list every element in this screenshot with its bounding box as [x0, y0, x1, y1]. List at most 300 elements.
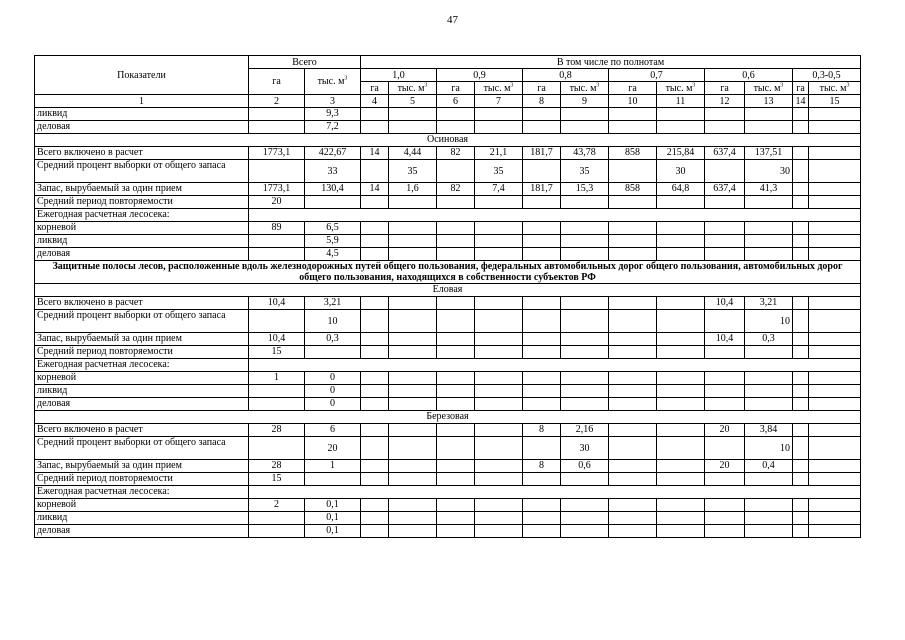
data-cell: 15,3 [561, 183, 609, 196]
data-cell [523, 437, 561, 460]
data-cell: 20 [705, 460, 745, 473]
data-cell [523, 160, 561, 183]
data-cell [809, 398, 861, 411]
data-cell [809, 248, 861, 261]
data-cell: 7,2 [305, 121, 361, 134]
column-number: 6 [437, 95, 475, 108]
header-density: 0,3-0,5 [793, 69, 861, 82]
data-cell [475, 346, 523, 359]
data-cell [809, 437, 861, 460]
data-cell [793, 460, 809, 473]
data-cell: 30 [561, 437, 609, 460]
data-cell [705, 108, 745, 121]
data-cell [361, 222, 389, 235]
row-label: Средний процент выборки от общего запаса [35, 310, 249, 333]
data-cell [523, 196, 561, 209]
data-cell [793, 222, 809, 235]
data-cell [745, 248, 793, 261]
data-cell [437, 121, 475, 134]
data-cell [523, 121, 561, 134]
data-cell [523, 297, 561, 310]
data-cell: 4,44 [389, 147, 437, 160]
data-cell: 10 [305, 310, 361, 333]
data-cell [793, 121, 809, 134]
data-cell [793, 512, 809, 525]
table-row [35, 460, 861, 473]
data-cell [389, 248, 437, 261]
table-row [35, 398, 861, 411]
data-cell [361, 398, 389, 411]
data-cell [609, 346, 657, 359]
data-cell: 1,6 [389, 183, 437, 196]
data-cell: 15 [249, 346, 305, 359]
data-cell: 10,4 [249, 333, 305, 346]
data-cell [437, 235, 475, 248]
row-label: деловая [35, 248, 249, 261]
column-number: 8 [523, 95, 561, 108]
data-cell [705, 196, 745, 209]
data-cell [437, 525, 475, 538]
header-density: 1,0 [361, 69, 437, 82]
data-cell: 637,4 [705, 147, 745, 160]
data-cell [609, 525, 657, 538]
data-cell [389, 460, 437, 473]
table-row [35, 437, 861, 460]
species-section [35, 134, 861, 147]
table-row [35, 359, 861, 372]
data-cell [389, 297, 437, 310]
data-cell [745, 385, 793, 398]
data-cell [523, 235, 561, 248]
data-cell: 30 [657, 160, 705, 183]
data-cell [809, 235, 861, 248]
data-cell [561, 333, 609, 346]
row-label: Средний процент выборки от общего запаса [35, 160, 249, 183]
data-cell [361, 160, 389, 183]
column-number: 11 [657, 95, 705, 108]
header-density: 0,8 [523, 69, 609, 82]
data-cell: 215,84 [657, 147, 705, 160]
data-cell [437, 222, 475, 235]
data-cell [657, 346, 705, 359]
species-section [35, 411, 861, 424]
data-cell [745, 121, 793, 134]
header-total: Всего [249, 56, 361, 69]
data-cell [809, 424, 861, 437]
data-cell [249, 248, 305, 261]
data-cell [705, 310, 745, 333]
data-cell [389, 424, 437, 437]
data-cell [809, 346, 861, 359]
data-cell [361, 310, 389, 333]
data-cell [809, 512, 861, 525]
data-cell: 2,16 [561, 424, 609, 437]
data-cell [361, 108, 389, 121]
data-cell [561, 398, 609, 411]
data-cell [249, 235, 305, 248]
row-label: Запас, вырубаемый за один прием [35, 183, 249, 196]
data-cell: 8 [523, 460, 561, 473]
data-cell [657, 235, 705, 248]
data-cell: 30 [745, 160, 793, 183]
data-cell [389, 473, 437, 486]
data-cell [609, 108, 657, 121]
data-cell: 10,4 [249, 297, 305, 310]
column-number: 1 [35, 95, 249, 108]
header-unit-ha: га [437, 82, 475, 95]
data-cell: 20 [305, 437, 361, 460]
species-name: Осиновая [35, 134, 861, 147]
row-label: Запас, вырубаемый за один прием [35, 333, 249, 346]
data-cell [609, 333, 657, 346]
data-cell: 15 [249, 473, 305, 486]
row-label: ликвид [35, 512, 249, 525]
table-row [35, 196, 861, 209]
data-cell: 10 [745, 310, 793, 333]
data-cell [523, 222, 561, 235]
data-cell [745, 196, 793, 209]
data-cell: 10 [745, 437, 793, 460]
row-label: Средний период повторяемости [35, 346, 249, 359]
data-cell [361, 333, 389, 346]
data-cell: 181,7 [523, 183, 561, 196]
species-section [35, 284, 861, 297]
data-cell [437, 297, 475, 310]
column-number: 2 [249, 95, 305, 108]
data-cell: 1773,1 [249, 183, 305, 196]
data-cell [389, 437, 437, 460]
data-cell [523, 372, 561, 385]
data-cell [657, 248, 705, 261]
data-cell: 3,21 [305, 297, 361, 310]
data-cell [705, 346, 745, 359]
row-label: деловая [35, 525, 249, 538]
data-cell [561, 108, 609, 121]
data-cell [793, 372, 809, 385]
data-cell [475, 297, 523, 310]
data-cell [561, 372, 609, 385]
header-density: 0,7 [609, 69, 705, 82]
data-cell [793, 147, 809, 160]
data-cell [437, 346, 475, 359]
data-cell: 0 [305, 385, 361, 398]
data-cell [437, 460, 475, 473]
data-cell [705, 222, 745, 235]
data-cell [437, 437, 475, 460]
data-cell: 33 [305, 160, 361, 183]
data-cell [523, 398, 561, 411]
header-unit-m3: тыс. $м^3$ [475, 82, 523, 95]
data-cell: 858 [609, 183, 657, 196]
table-row [35, 499, 861, 512]
data-cell [809, 183, 861, 196]
data-cell [657, 196, 705, 209]
data-cell [437, 473, 475, 486]
data-cell [657, 499, 705, 512]
data-cell [657, 512, 705, 525]
data-cell: 1773,1 [249, 147, 305, 160]
data-cell [793, 183, 809, 196]
data-cell [437, 372, 475, 385]
data-cell: 20 [705, 424, 745, 437]
data-cell: 1 [249, 372, 305, 385]
header-unit-ha: га [361, 82, 389, 95]
column-number: 3 [305, 95, 361, 108]
data-cell [657, 424, 705, 437]
data-cell [561, 121, 609, 134]
header-unit-ha: га [609, 82, 657, 95]
header-density: 0,6 [705, 69, 793, 82]
data-cell [657, 297, 705, 310]
data-cell [793, 248, 809, 261]
data-cell [361, 235, 389, 248]
data-cell [523, 346, 561, 359]
data-cell [523, 385, 561, 398]
row-label: Всего включено в расчет [35, 147, 249, 160]
data-cell [361, 473, 389, 486]
species-name: Березовая [35, 411, 861, 424]
data-cell: 64,8 [657, 183, 705, 196]
data-cell: 82 [437, 183, 475, 196]
data-cell [609, 512, 657, 525]
species-name: Еловая [35, 284, 861, 297]
data-cell [475, 460, 523, 473]
data-cell [609, 437, 657, 460]
data-cell [561, 385, 609, 398]
data-cell [609, 460, 657, 473]
data-cell: 14 [361, 147, 389, 160]
table-row [35, 486, 861, 499]
data-cell [523, 473, 561, 486]
data-cell [561, 235, 609, 248]
data-cell [793, 333, 809, 346]
data-cell [389, 121, 437, 134]
data-cell [389, 372, 437, 385]
data-cell [475, 333, 523, 346]
header-unit-m3: тыс. $м^3$ [389, 82, 437, 95]
data-cell [705, 499, 745, 512]
data-cell [437, 385, 475, 398]
data-cell [809, 525, 861, 538]
data-cell: 7,4 [475, 183, 523, 196]
row-label: Средний процент выборки от общего запаса [35, 437, 249, 460]
data-cell [793, 385, 809, 398]
data-cell [475, 121, 523, 134]
row-label: Запас, вырубаемый за один прием [35, 460, 249, 473]
data-cell [657, 121, 705, 134]
data-cell [249, 525, 305, 538]
data-cell [793, 235, 809, 248]
forest-cutting-table [34, 55, 861, 538]
data-cell [361, 437, 389, 460]
row-label: Ежегодная расчетная лесосека: [35, 486, 249, 499]
header-unit-ha: га [705, 82, 745, 95]
data-cell [561, 196, 609, 209]
data-cell: 8 [523, 424, 561, 437]
data-cell [745, 512, 793, 525]
data-cell: 4,5 [305, 248, 361, 261]
data-cell: 422,67 [305, 147, 361, 160]
row-label: Средний период повторяемости [35, 473, 249, 486]
data-cell [475, 385, 523, 398]
data-cell [745, 222, 793, 235]
table-row [35, 385, 861, 398]
header-unit-m3: тыс. $м^3$ [657, 82, 705, 95]
data-cell [657, 333, 705, 346]
protective-strip-title [35, 261, 861, 284]
data-cell: 6 [305, 424, 361, 437]
data-cell [609, 160, 657, 183]
data-cell [523, 310, 561, 333]
data-cell [609, 235, 657, 248]
data-cell [657, 385, 705, 398]
header-density: 0,9 [437, 69, 523, 82]
data-cell: 10,4 [705, 333, 745, 346]
page-number: 47 [447, 14, 458, 26]
data-cell [475, 372, 523, 385]
data-cell [745, 473, 793, 486]
column-number: 14 [793, 95, 809, 108]
data-cell [361, 499, 389, 512]
data-cell [437, 398, 475, 411]
header-by-density: В том числе по полнотам [361, 56, 861, 69]
table-row [35, 248, 861, 261]
row-label: корневой [35, 499, 249, 512]
data-cell [249, 385, 305, 398]
data-cell [523, 512, 561, 525]
data-cell [389, 525, 437, 538]
data-cell [475, 473, 523, 486]
column-number: 9 [561, 95, 609, 108]
data-cell [389, 499, 437, 512]
table-row [35, 525, 861, 538]
data-cell [745, 499, 793, 512]
data-cell [249, 121, 305, 134]
data-cell [475, 424, 523, 437]
data-cell [745, 235, 793, 248]
data-cell [523, 333, 561, 346]
data-cell [475, 248, 523, 261]
data-cell [705, 398, 745, 411]
data-cell [793, 196, 809, 209]
header-unit-m3: тыс. $м^3$ [745, 82, 793, 95]
data-cell [609, 222, 657, 235]
row-label: Средний период повторяемости [35, 196, 249, 209]
data-cell [745, 398, 793, 411]
data-cell: 0,1 [305, 525, 361, 538]
data-cell [745, 525, 793, 538]
data-cell [609, 499, 657, 512]
empty-cell [249, 209, 861, 222]
data-cell [389, 333, 437, 346]
data-cell [561, 346, 609, 359]
data-cell [609, 196, 657, 209]
header-unit-ha: га [793, 82, 809, 95]
data-cell [305, 196, 361, 209]
data-cell: 130,4 [305, 183, 361, 196]
column-number: 10 [609, 95, 657, 108]
data-cell [609, 310, 657, 333]
data-cell [705, 235, 745, 248]
data-cell [389, 235, 437, 248]
row-label: Ежегодная расчетная лесосека: [35, 209, 249, 222]
data-cell: 21,1 [475, 147, 523, 160]
data-cell [523, 499, 561, 512]
data-cell [657, 372, 705, 385]
data-cell: 14 [361, 183, 389, 196]
column-number: 13 [745, 95, 793, 108]
data-cell [793, 473, 809, 486]
data-cell: 10,4 [705, 297, 745, 310]
data-cell [561, 499, 609, 512]
empty-cell [249, 359, 861, 372]
data-cell [361, 248, 389, 261]
table-row [35, 333, 861, 346]
data-cell [389, 108, 437, 121]
data-cell: 858 [609, 147, 657, 160]
table-row [35, 147, 861, 160]
data-cell [389, 385, 437, 398]
row-label: ликвид [35, 108, 249, 121]
data-cell [475, 108, 523, 121]
data-cell [389, 398, 437, 411]
empty-cell [249, 486, 861, 499]
data-cell: 0,3 [305, 333, 361, 346]
data-cell [361, 512, 389, 525]
data-cell [361, 460, 389, 473]
row-label: ликвид [35, 385, 249, 398]
data-cell [609, 424, 657, 437]
data-cell: 181,7 [523, 147, 561, 160]
table-row [35, 108, 861, 121]
data-cell [389, 346, 437, 359]
data-cell [809, 372, 861, 385]
table-row [35, 310, 861, 333]
data-cell [389, 310, 437, 333]
row-label: корневой [35, 222, 249, 235]
data-cell [793, 525, 809, 538]
data-cell [249, 398, 305, 411]
data-cell: 82 [437, 147, 475, 160]
data-cell [437, 424, 475, 437]
table-row [35, 121, 861, 134]
data-cell [809, 333, 861, 346]
data-cell: 0,4 [745, 460, 793, 473]
row-label: Всего включено в расчет [35, 424, 249, 437]
data-cell [475, 222, 523, 235]
data-cell [705, 473, 745, 486]
data-cell: 0,1 [305, 499, 361, 512]
data-cell [437, 512, 475, 525]
data-cell: 3,84 [745, 424, 793, 437]
data-cell [793, 424, 809, 437]
data-cell [561, 222, 609, 235]
data-cell [657, 525, 705, 538]
data-cell [361, 424, 389, 437]
data-cell [809, 121, 861, 134]
header-total-ha: га [249, 69, 305, 95]
data-cell [809, 385, 861, 398]
data-cell [809, 297, 861, 310]
data-cell [705, 372, 745, 385]
data-cell [475, 398, 523, 411]
data-cell [361, 385, 389, 398]
data-cell: 20 [249, 196, 305, 209]
table-row [35, 512, 861, 525]
data-cell [809, 147, 861, 160]
data-cell: 5,9 [305, 235, 361, 248]
data-cell [609, 121, 657, 134]
